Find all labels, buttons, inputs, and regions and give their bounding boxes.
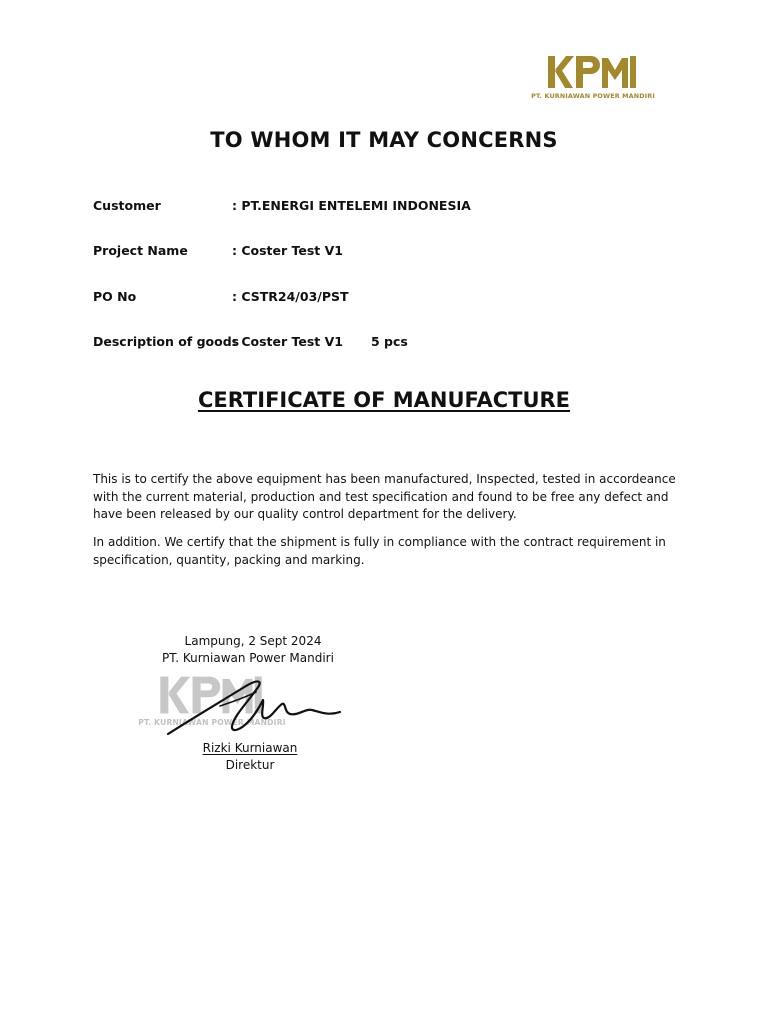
- compliance-paragraph: In addition. We certify that the shipment is fully in compliance with the contract requirement in specification, quantity, packing and marking.: [93, 535, 666, 567]
- project-name-value: : Coster Test V1: [232, 243, 344, 258]
- kpmi-logo-mark: [546, 54, 638, 90]
- po-number-label: PO No: [93, 289, 137, 304]
- certificate-title: CERTIFICATE OF MANUFACTURE: [197, 388, 571, 412]
- description-value: : Coster Test V1: [232, 334, 344, 349]
- page-title: TO WHOM IT MAY CONCERNS: [210, 128, 558, 152]
- po-number-value: : CSTR24/03/PST: [232, 289, 349, 304]
- signatory-name: Rizki Kurniawan: [202, 741, 298, 755]
- company-logo: [520, 52, 666, 104]
- customer-label: Customer: [93, 198, 161, 213]
- stamp-caption: PT. KURNIAWAN POWER MANDIRI: [138, 718, 286, 727]
- description-label: Description of goods: [93, 334, 240, 349]
- handwritten-signature: [160, 676, 344, 738]
- signatory-role: Direktur: [225, 758, 275, 772]
- project-name-label: Project Name: [93, 243, 188, 258]
- signing-company: PT. Kurniawan Power Mandiri: [162, 651, 334, 665]
- certification-paragraph: This is to certify the above equipment has been manufactured, Inspected, tested in accordeance with the current material, production and test specification and found to be free any defect and have been released by our quality control department for the delivery.: [93, 472, 676, 521]
- place-date: Lampung, 2 Sept 2024: [184, 634, 322, 648]
- logo-caption: PT. KURNIAWAN POWER MANDIRI: [531, 92, 655, 100]
- customer-value: : PT.ENERGI ENTELEMI INDONESIA: [232, 198, 471, 213]
- quantity-value: 5 pcs: [371, 334, 408, 349]
